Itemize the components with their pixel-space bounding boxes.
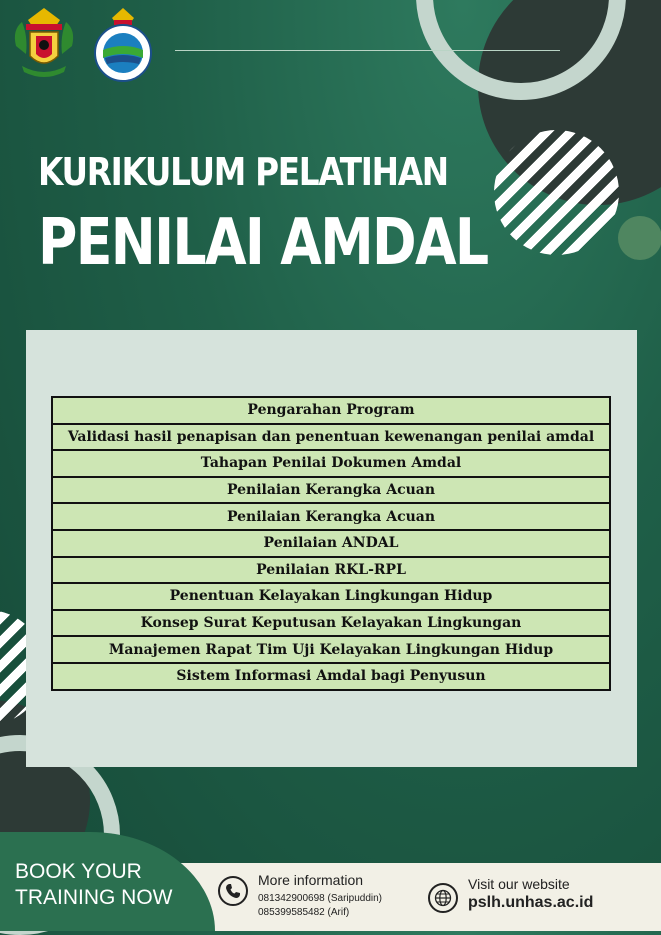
title-line-1: KURIKULUM PELATIHAN (38, 150, 448, 194)
cta-line-2: TRAINING NOW (15, 886, 173, 909)
more-information-label: More information (258, 872, 364, 888)
header-divider (175, 50, 560, 51)
table-row: Penilaian RKL-RPL (53, 558, 609, 583)
globe-icon (428, 883, 458, 913)
table-row: Penilaian Kerangka Acuan (53, 504, 609, 529)
curriculum-table (51, 396, 611, 691)
table-row: Pengarahan Program (53, 398, 609, 423)
phone-icon (218, 876, 248, 906)
environmental-center-emblem-logo (92, 6, 154, 82)
table-row: Sistem Informasi Amdal bagi Penyusun (53, 664, 609, 689)
decorative-small-circle (618, 216, 661, 260)
phone-number-1[interactable]: 081342900698 (Saripuddin) (258, 893, 382, 904)
phone-number-2[interactable]: 085399585482 (Arif) (258, 907, 350, 918)
website-link[interactable]: pslh.unhas.ac.id (468, 894, 594, 911)
table-row: Konsep Surat Keputusan Kelayakan Lingkungan (53, 611, 609, 636)
cta-line-1: BOOK YOUR (15, 860, 142, 883)
title-line-2: PENILAI AMDAL (38, 206, 488, 280)
visit-website-label: Visit our website (468, 876, 570, 892)
table-row: Tahapan Penilai Dokumen Amdal (53, 451, 609, 476)
table-row: Penilaian Kerangka Acuan (53, 478, 609, 503)
university-crest-logo (8, 6, 80, 84)
table-row: Penentuan Kelayakan Lingkungan Hidup (53, 584, 609, 609)
decorative-striped-circle (494, 130, 619, 255)
table-row: Validasi hasil penapisan dan penentuan kewenangan penilai amdal (53, 425, 609, 450)
table-row: Penilaian ANDAL (53, 531, 609, 556)
table-row: Manajemen Rapat Tim Uji Kelayakan Lingkungan Hidup (53, 637, 609, 662)
